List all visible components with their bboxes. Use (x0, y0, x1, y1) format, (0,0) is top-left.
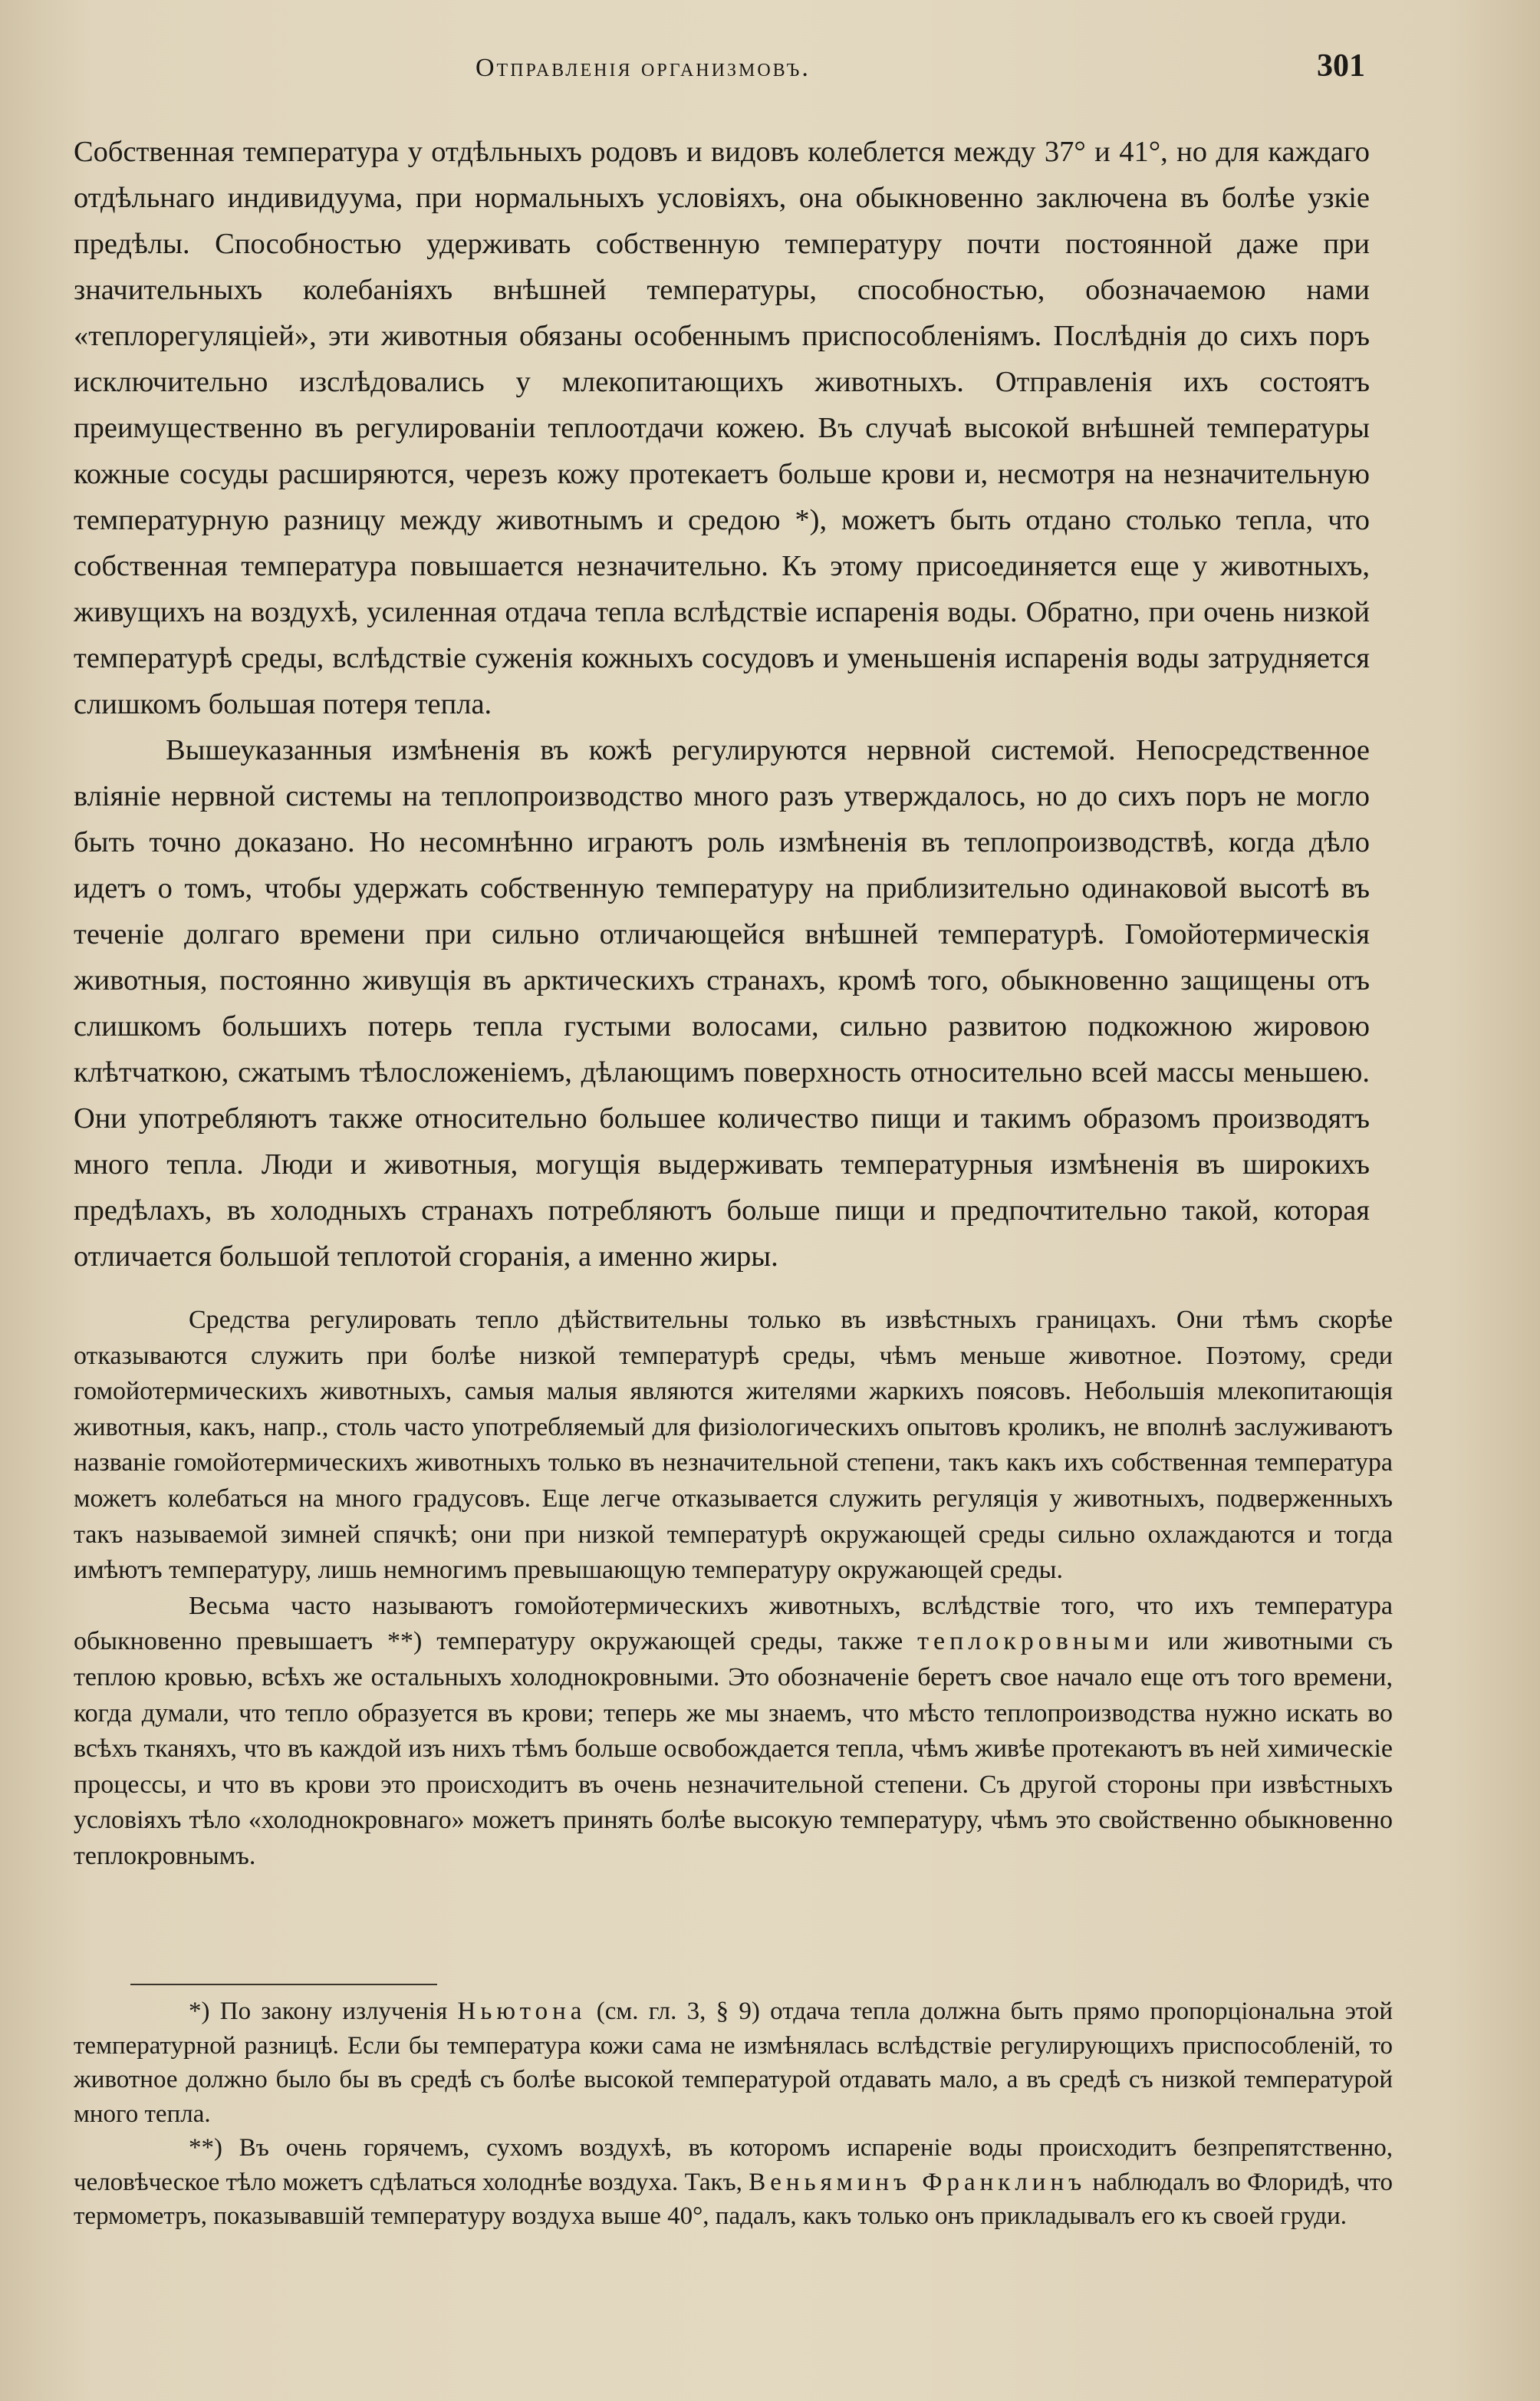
footnote-1-end: (см. гл. 3, § 9) отдача тепла должна быть прямо пропорціональна этой температурной разницѣ. Если бы температура кожи сама не измѣнялась вслѣдствіе регулирующихъ приспособленій, то животное должно было бы въ средѣ съ болѣе высокой температурой отдавать мало, а въ средѣ съ низкой температурой много тепла. (74, 1998, 1394, 2128)
footnote-1-start: *) По закону излученія (189, 1998, 458, 2025)
running-head: Отправленія организмовъ. (475, 54, 811, 82)
footnote-1 (74, 1994, 1393, 2131)
spaced-term: теплокровными (917, 1627, 1153, 1656)
footnotes (74, 1994, 1393, 2234)
paragraph-4 (74, 1589, 1393, 1875)
page-number: 301 (1317, 48, 1365, 84)
paragraph-2: Вышеуказанныя измѣненія въ кожѣ регулируются нервной системой. Непосредственное вліяніе нервной системы на теплопроизводство много разъ утверждалось, но до сихъ поръ не могло быть точно доказано. Но несомнѣнно играютъ роль измѣненія въ теплопроизводствѣ, когда дѣло идетъ о томъ, чтобы удержать собственную температуру на приблизительно одинаковой высотѣ въ теченіе долгаго времени при сильно отличающейся внѣшней температурѣ. Гомойотермическія животныя, постоянно живущія въ арктическихъ странахъ, кромѣ того, обыкновенно защищены отъ слишкомъ большихъ потерь тепла густыми волосами, сильно развитою подкожною жировою клѣтчаткою, сжатымъ тѣлосложеніемъ, дѣлающимъ поверхность относительно всей массы меньшею. Они употребляютъ также относительно большее количество пищи и такимъ образомъ производятъ много тепла. Люди и животныя, могущія выдерживать температурныя измѣненія въ широкихъ предѣлахъ, въ холодныхъ странахъ потребляютъ больше пищи и предпочтительно такой, которая отличается большой теплотой сгоранія, а именно жиры. (74, 734, 1370, 1273)
footnote-divider (130, 1984, 437, 1985)
paragraph-1: Собственная температура у отдѣльныхъ родовъ и видовъ колеблется между 37° и 41°, но для каждаго отдѣльнаго индивидуума, при нормальныхъ условіяхъ, она обыкновенно заключена въ болѣе узкіе предѣлы. Способностью удерживать собственную температуру почти постоянной даже при значительныхъ колебаніяхъ внѣшней температуры, способностью, обозначаемою нами «теплорегуляціей», эти животныя обязаны особеннымъ приспособленіямъ. Послѣднія до сихъ поръ исключительно изслѣдовались у млекопитающихъ животныхъ. Отправленія ихъ состоятъ преимущественно въ регулированіи теплоотдачи кожею. Въ случаѣ высокой внѣшней температуры кожные сосуды расширяются, черезъ кожу протекаетъ больше крови и, несмотря на незначительную температурную разницу между животнымъ и средою *), можетъ быть отдано столько тепла, что собственная температура повышается незначительно. Къ этому присоединяется еще у животныхъ, живущихъ на воздухѣ, усиленная отдача тепла вслѣдствіе испаренія воды. Обратно, при очень низкой температурѣ среды, вслѣдствіе суженія кожныхъ сосудовъ и уменьшенія испаренія воды затрудняется слишкомъ большая потеря тепла. (74, 136, 1370, 720)
footnote-2-name: Веньяминъ Франклинъ (749, 2168, 1087, 2196)
page-header (475, 48, 1365, 94)
paragraph-4-end: или животными съ теплою кровью, всѣхъ же остальныхъ холоднокровными. Это обозначеніе беретъ свое начало еще отъ того времени, когда думали, что тепло образуется въ крови; теперь же мы знаемъ, что мѣсто теплопроизводства нужно искать во всѣхъ тканяхъ, что въ каждой изъ нихъ тѣмъ больше освобождается тепла, чѣмъ живѣе протекаютъ въ ней химическіе процессы, и что въ крови это происходитъ въ очень незначительной степени. Съ другой стороны при извѣстныхъ условіяхъ тѣло «холоднокровнаго» можетъ принять болѣе высокую температуру, чѣмъ это свойственно обыкновенно теплокровнымъ. (74, 1627, 1393, 1870)
small-print-text (74, 1303, 1393, 1875)
footnote-2 (74, 2131, 1393, 2234)
main-text (74, 129, 1370, 1280)
footnote-2-start: **) Въ очень горячемъ, сухомъ воздухѣ, въ которомъ испареніе воды происходитъ безпрепятственно, человѣческое тѣло можетъ сдѣлаться холоднѣе воздуха. Такъ, (74, 2134, 1393, 2196)
footnote-1-name: Ньютона (457, 1998, 587, 2025)
footnote-2-end: наблюдалъ во Флоридѣ, что термометръ, показывавшій температуру воздуха выше 40°, падалъ, какъ только онъ прикладывалъ его къ своей груди. (74, 2168, 1394, 2230)
paragraph-3: Средства регулировать тепло дѣйствительны только въ извѣстныхъ границахъ. Они тѣмъ скорѣе отказываются служить при болѣе низкой температурѣ среды, чѣмъ меньше животное. Поэтому, среди гомойотермическихъ животныхъ, самыя малыя являются жителями жаркихъ поясовъ. Небольшія млекопитающія животныя, какъ, напр., столь часто употребляемый для физіологическихъ опытовъ кроликъ, не вполнѣ заслуживаютъ названіе гомойотермическихъ животныхъ только въ незначительной степени, такъ какъ ихъ собственная температура можетъ колебаться на много градусовъ. Еще легче отказывается служить регуляція у животныхъ, подверженныхъ такъ называемой зимней спячкѣ; они при низкой температурѣ окружающей среды сильно охлаждаются и тогда имѣютъ температуру, лишь немногимъ превышающую температуру окружающей среды. (74, 1306, 1393, 1585)
paragraph-4-start: Весьма часто называютъ гомойотермическихъ животныхъ, вслѣдствіе того, что ихъ температура обыкновенно превышаетъ **) температуру окружающей среды, также (74, 1591, 1393, 1656)
